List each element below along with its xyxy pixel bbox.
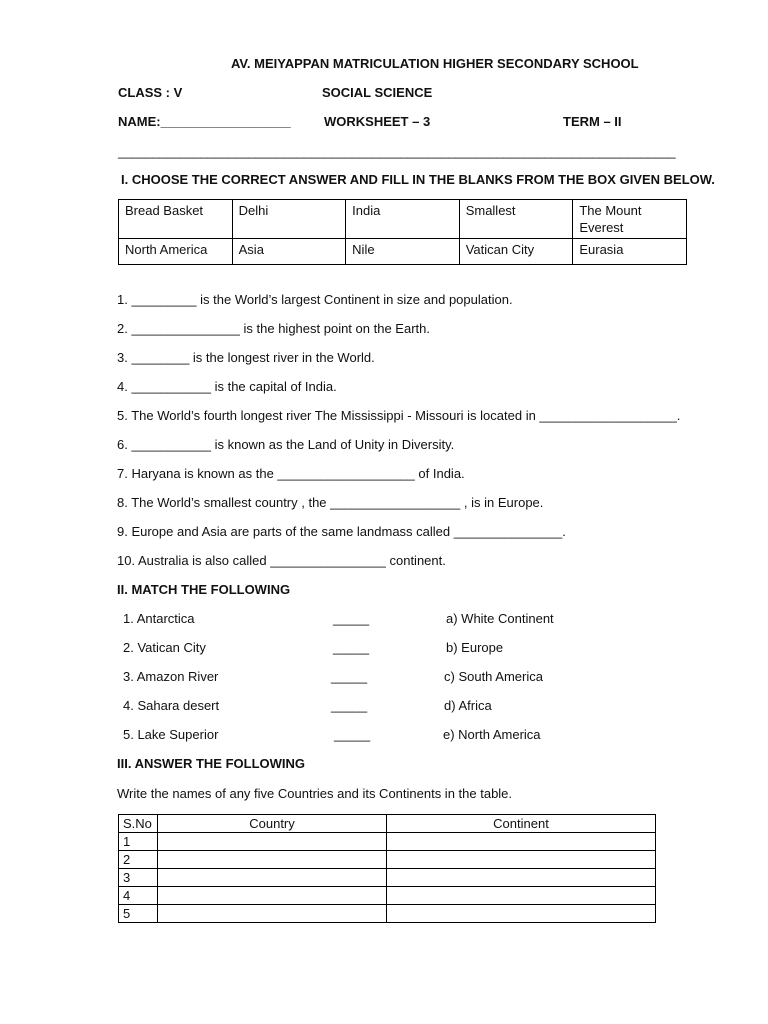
subject-label: SOCIAL SCIENCE [322,85,433,100]
country-table [118,814,656,923]
question-1: 1. _________ is the World’s largest Continent in size and population. [117,292,513,307]
match-left-3: 3. Amazon River [123,669,219,684]
worksheet-label: WORKSHEET – 3 [324,114,431,129]
question-5: 5. The World’s fourth longest river The Mississippi - Missouri is located in ___________________. [117,408,681,423]
row-number: 5 [119,905,158,923]
row-number: 1 [119,833,158,851]
continent-cell[interactable] [387,905,656,923]
word-box-cell: The Mount Everest [573,200,687,239]
question-7: 7. Haryana is known as the ___________________ of India. [117,466,465,481]
row-number: 2 [119,851,158,869]
section3-title: III. ANSWER THE FOLLOWING [117,756,306,771]
table-row [119,905,656,923]
question-9: 9. Europe and Asia are parts of the same landmass called _______________. [117,524,566,539]
question-6: 6. ___________ is known as the Land of Unity in Diversity. [117,437,455,452]
table-row [119,887,656,905]
question-4: 4. ___________ is the capital of India. [117,379,337,394]
country-cell[interactable] [158,887,387,905]
word-box-row [119,200,687,239]
country-table-header [119,815,656,833]
row-number: 4 [119,887,158,905]
match-blank-4: _____ [331,698,368,713]
word-box-row [119,239,687,265]
match-right-5: e) North America [443,727,541,742]
word-box-cell: Bread Basket [119,200,233,239]
table-row [119,869,656,887]
country-cell[interactable] [158,833,387,851]
continent-cell[interactable] [387,833,656,851]
word-box-cell: Asia [232,239,346,265]
table-row [119,833,656,851]
continent-cell[interactable] [387,851,656,869]
section2-title: II. MATCH THE FOLLOWING [117,582,291,597]
row-number: 3 [119,869,158,887]
match-left-2: 2. Vatican City [123,640,206,655]
question-3: 3. ________ is the longest river in the World. [117,350,375,365]
match-blank-3: _____ [331,669,368,684]
word-box-cell: Delhi [232,200,346,239]
header-continent: Continent [387,815,656,833]
word-box [118,199,687,265]
header-country: Country [158,815,387,833]
name-field: NAME:__________________ [118,114,291,129]
match-left-1: 1. Antarctica [123,611,195,626]
match-blank-2: _____ [333,640,370,655]
match-right-1: a) White Continent [446,611,554,626]
match-left-4: 4. Sahara desert [123,698,220,713]
question-2: 2. _______________ is the highest point on the Earth. [117,321,430,336]
match-left-5: 5. Lake Superior [123,727,219,742]
table-row [119,851,656,869]
class-label: CLASS : V [118,85,183,100]
question-10: 10. Australia is also called ________________ continent. [117,553,446,568]
match-right-3: c) South America [444,669,543,684]
country-cell[interactable] [158,869,387,887]
header-sno: S.No [119,815,158,833]
word-box-cell: Smallest [459,200,573,239]
country-cell[interactable] [158,851,387,869]
match-right-4: d) Africa [444,698,492,713]
match-blank-5: _____ [334,727,371,742]
section1-title: I. CHOOSE THE CORRECT ANSWER AND FILL IN THE BLANKS FROM THE BOX GIVEN BELOW. [121,172,715,187]
word-box-cell: North America [119,239,233,265]
continent-cell[interactable] [387,887,656,905]
school-name: AV. MEIYAPPAN MATRICULATION HIGHER SECONDARY SCHOOL [231,56,639,71]
word-box-cell: Eurasia [573,239,687,265]
match-right-2: b) Europe [446,640,504,655]
continent-cell[interactable] [387,869,656,887]
header-rule: _________________________________________________________________________________ [118,144,676,159]
word-box-cell: Nile [346,239,460,265]
question-8: 8. The World’s smallest country , the __________________ , is in Europe. [117,495,544,510]
section3-instruction: Write the names of any five Countries and its Continents in the table. [117,786,513,801]
country-cell[interactable] [158,905,387,923]
word-box-cell: India [346,200,460,239]
match-blank-1: _____ [333,611,370,626]
term-label: TERM – II [563,114,622,129]
word-box-cell: Vatican City [459,239,573,265]
